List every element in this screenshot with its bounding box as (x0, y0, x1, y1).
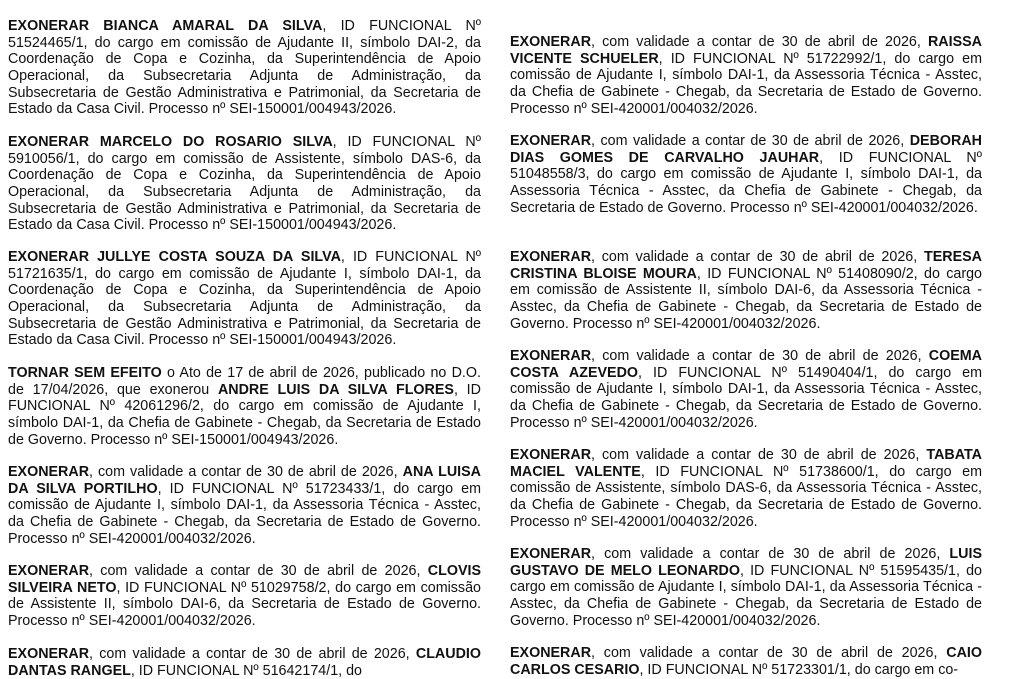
person-name: ANA LUISA DA SILVA PORTILHO (8, 464, 481, 497)
act-verb: TORNAR SEM EFEITO (8, 365, 162, 382)
act-body: , ID FUNCIONAL Nº 51721635/1, do cargo em comissão de Ajudante I, símbolo DAI-1, da Coordenação de Copa e Cozinha, da Superintendência de Apoio Operacional, da Subsecretaria Adjunta de Administração, da Subsecretaria de Gestão Administrativa e Patrimonial, da Secretaria de Estado da Casa Civil. Processo nº SEI-150001/004943/2026. (8, 249, 481, 349)
act-body: , com validade a contar de 30 de abril de 2026, (591, 447, 927, 464)
act-entry (510, 34, 982, 117)
act-body: , com validade a contar de 30 de abril de 2026, (591, 133, 910, 150)
act-verb: EXONERAR (510, 546, 592, 563)
person-name: LUIS GUSTAVO DE MELO LEONARDO (510, 546, 982, 579)
person-name: CAIO CARLOS CESARIO (510, 645, 982, 678)
person-name: RAISSA VICENTE SCHUELER (510, 34, 982, 67)
act-body: , com validade a contar de 30 de abril de 2026, (591, 546, 950, 563)
act-verb: EXONERAR (8, 646, 90, 663)
act-entry (510, 546, 982, 629)
act-verb-name: EXONERAR JULLYE COSTA SOUZA DA SILVA (8, 249, 341, 266)
act-body: , ID FUNCIONAL Nº 51524465/1, do cargo em comissão de Ajudante II, símbolo DAI-2, da Coordenação de Copa e Cozinha, da Superintendência de Apoio Operacional, da Subsecretaria Adjunta de Administração, da Subsecretaria de Gestão Administrativa e Patrimonial, da Secretaria de Estado da Casa Civil. Processo nº SEI-150001/004943/2026. (8, 18, 481, 118)
act-verb: EXONERAR (510, 447, 592, 464)
act-body: , ID FUNCIONAL Nº 51595435/1, do cargo em comissão de Ajudante I, símbolo DAI-1, da Assessoria Técnica - Asstec, da Chefia de Gabinete - Chegab, da Secretaria de Estado de Governo. Processo nº SEI-420001/004032/2026. (510, 562, 982, 629)
act-entry (510, 348, 982, 431)
act-body: o Ato de 17 de abril de 2026, publicado no D.O. de 17/04/2026, que exonerou (8, 365, 481, 398)
act-entry (510, 645, 982, 678)
act-entry (8, 646, 481, 679)
act-body: , ID FUNCIONAL Nº 42061296/2, do cargo em comissão de Ajudante I, símbolo DAI-1, da Chefia de Gabinete - Chegab, da Secretaria de Estado de Governo. Processo nº SEI-150001/004943/2026. (8, 381, 481, 448)
act-body: , ID FUNCIONAL Nº 51408090/2, do cargo em comissão de Assistente II, símbolo DAI-6, da Assessoria Técnica - Asstec, da Chefia de Gabinete - Chegab, da Secretaria de Estado de Governo. Processo nº SEI-420001/004032/2026. (510, 265, 982, 332)
person-name: COEMA COSTA AZEVEDO (510, 348, 982, 381)
act-body: , ID FUNCIONAL Nº 51738600/1, do cargo em comissão de Assistente, símbolo DAS-6, da Assessoria Técnica - Asstec, da Chefia de Gabinete - Chegab, da Secretaria de Estado de Governo. Processo nº SEI-420001/004032/2026. (510, 463, 982, 530)
act-verb: EXONERAR (510, 133, 592, 150)
act-verb: EXONERAR (8, 563, 90, 580)
person-name: CLOVIS SILVEIRA NETO (8, 563, 481, 596)
act-verb-name: EXONERAR BIANCA AMARAL DA SILVA (8, 18, 323, 35)
act-body: , com validade a contar de 30 de abril de 2026, (591, 645, 947, 662)
act-body: , com validade a contar de 30 de abril de 2026, (591, 34, 928, 51)
act-verb: EXONERAR (510, 645, 592, 662)
act-body: , ID FUNCIONAL Nº 5910056/1, do cargo em comissão de Assistente, símbolo DAS-6, da Coordenação de Copa e Cozinha, da Superintendência de Apoio Operacional, da Subsecretaria Adjunta de Administração, da Subsecretaria de Gestão Administrativa e Patrimonial, da Secretaria de Estado da Casa Civil. Processo nº SEI-150001/004943/2026. (8, 134, 481, 234)
act-body: , ID FUNCIONAL Nº 51490404/1, do cargo em comissão de Ajudante I, símbolo DAI-1, da Assessoria Técnica - Asstec, da Chefia de Gabinete - Chegab, da Secretaria de Estado de Governo. Processo nº SEI-420001/004032/2026. (510, 364, 983, 431)
act-entry (8, 249, 481, 349)
act-verb: EXONERAR (510, 34, 592, 51)
act-body: , ID FUNCIONAL Nº 51048558/3, do cargo em comissão de Ajudante I, símbolo DAI-1, da Assessoria Técnica - Asstec, da Chefia de Gabinete - Chegab, da Secretaria de Estado de Governo. Processo nº SEI-420001/004032/2026. (510, 149, 982, 216)
person-name: DEBORAH DIAS GOMES DE CARVALHO JAUHAR (510, 133, 982, 166)
act-body: , com validade a contar de 30 de abril de 2026, (89, 464, 403, 481)
person-name: TERESA CRISTINA BLOISE MOURA (510, 249, 982, 282)
act-verb: EXONERAR (8, 464, 90, 481)
act-verb-name: EXONERAR MARCELO DO ROSARIO SILVA (8, 134, 333, 151)
act-entry (510, 447, 982, 530)
person-name: TABATA MACIEL VALENTE (510, 447, 982, 480)
act-entry (510, 133, 982, 216)
person-name: CLAUDIO DANTAS RANGEL (8, 646, 481, 679)
act-body: , com validade a contar de 30 de abril de 2026, (89, 646, 416, 663)
act-body: , ID FUNCIONAL Nº 51642174/1, do (130, 662, 363, 679)
act-body: , com validade a contar de 30 de abril de 2026, (89, 563, 428, 580)
act-entry (510, 249, 982, 332)
act-entry (8, 18, 481, 118)
act-body: , ID FUNCIONAL Nº 51723433/1, do cargo em comissão de Ajudante I, símbolo DAI-1, da Assessoria Técnica - Asstec, da Chefia de Gabinete - Chegab, da Secretaria de Estado de Governo. Processo nº SEI-420001/004032/2026. (8, 480, 481, 547)
act-body: , ID FUNCIONAL Nº 51723301/1, do cargo em co- (639, 661, 959, 678)
act-body: , com validade a contar de 30 de abril de 2026, (591, 348, 929, 365)
act-entry (8, 365, 481, 448)
act-verb: EXONERAR (510, 348, 592, 365)
act-entry (8, 464, 481, 547)
act-verb: EXONERAR (510, 249, 592, 266)
act-entry (8, 134, 481, 234)
act-entry (8, 563, 481, 629)
act-body: , com validade a contar de 30 de abril de 2026, (591, 249, 924, 266)
act-body: , ID FUNCIONAL Nº 51029758/2, do cargo em comissão de Assistente II, símbolo DAI-6, da Secretaria de Estado de Governo. Processo nº SEI-420001/004032/2026. (8, 579, 481, 630)
person-name: ANDRE LUIS DA SILVA FLORES (217, 381, 454, 398)
act-body: , ID FUNCIONAL Nº 51722992/1, do cargo em comissão de Ajudante I, símbolo DAI-1, da Assessoria Técnica - Asstec, da Chefia de Gabinete - Chegab, da Secretaria de Estado de Governo. Processo nº SEI-420001/004032/2026. (510, 50, 983, 117)
